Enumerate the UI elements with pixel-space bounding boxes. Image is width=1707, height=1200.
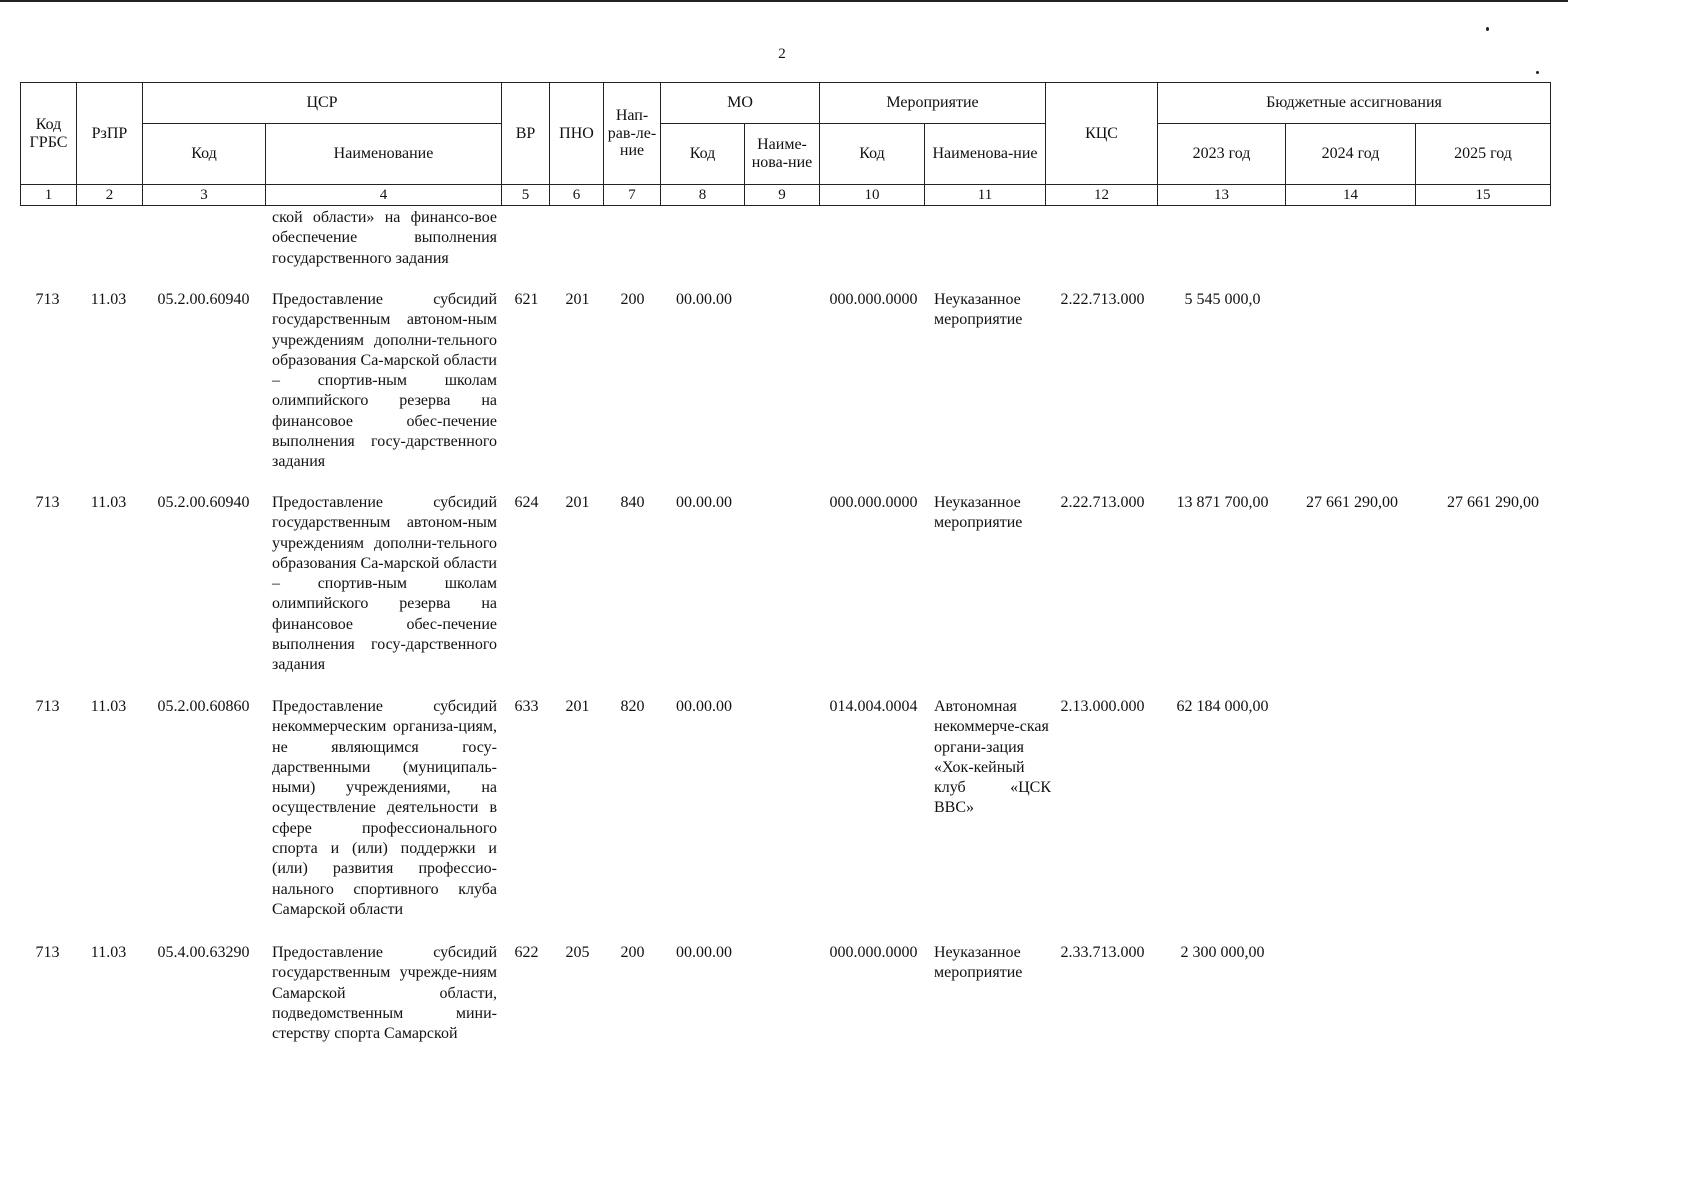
row-vr: 624 [514,494,539,511]
row-mo: 00.00.00 [676,494,732,511]
scan-speck [1536,71,1539,74]
row-mo: 00.00.00 [676,698,732,715]
row-name: Предоставление субсидий некоммерческим организа-циям, не являющимся госу-дарственными (муниципаль-ными) учреждениями, на осуществление деятельности в сфере профессионального спорта и (или) поддержки и (или) развития профессио-нального спортивного клуба Самарской области [272,698,497,918]
row-meropr-kod: 000.000.0000 [829,944,918,961]
row-vr: 621 [514,291,539,308]
header-csr: ЦСР [143,83,502,124]
header-meropr-kod: Код [820,124,925,185]
header-budget: Бюджетные ассигнования [1158,83,1551,124]
row-rzpr: 11.03 [90,944,127,961]
row-2024: 27 661 290,00 [1306,494,1398,511]
row-napr: 840 [620,494,645,511]
row-kcs: 2.13.000.000 [1060,698,1145,715]
row-2025: 27 661 290,00 [1447,494,1539,511]
col-num: 12 [1046,185,1158,206]
row-csr: 05.2.00.60940 [157,291,250,308]
col-num: 3 [143,185,266,206]
row-pno: 201 [565,494,590,511]
header-year-2024: 2024 год [1286,124,1416,185]
header-year-2023: 2023 год [1158,124,1286,185]
row-rzpr: 11.03 [90,494,127,511]
row-2023: 13 871 700,00 [1176,494,1269,511]
row-kcs: 2.33.713.000 [1060,944,1145,961]
header-rzpr: РзПР [77,83,143,185]
header-mo-kod: Код [661,124,745,185]
header-meropr-name: Наименова-ние [925,124,1046,185]
header-kcs: КЦС [1046,83,1158,185]
page-number: 2 [778,46,786,62]
col-num: 10 [820,185,925,206]
col-num: 1 [21,185,77,206]
page-top-edge [0,0,1568,2]
col-num: 4 [266,185,502,206]
row-pno: 205 [565,944,590,961]
row-grbs: 713 [35,944,60,961]
row-rzpr: 11.03 [90,291,127,308]
table-header [20,82,1551,206]
col-num: 9 [745,185,820,206]
header-year-2025: 2025 год [1416,124,1551,185]
header-napravlenie: Нап-рав-ле-ние [604,83,661,185]
header-csr-kod: Код [143,124,266,185]
row-2023: 5 545 000,0 [1184,291,1261,308]
col-num: 6 [550,185,604,206]
row-2023: 2 300 000,00 [1180,944,1265,961]
row-napr: 200 [620,944,645,961]
row-meropr-name: Неуказанное мероприятие [934,944,1023,982]
header-csr-name: Наименование [266,124,502,185]
header-pno: ПНО [550,83,604,185]
row-name: Предоставление субсидий государственным автоном-ным учреждениям дополни-тельного образования Са-марской области – спортив-ным школам олимпийского резерва на финансовое обес-печение выполнения госу-дарственного задания [272,291,497,471]
header-mo: МО [661,83,820,124]
row-grbs: 713 [35,698,60,715]
header-kod-grbs: Код ГРБС [21,83,77,185]
header-vr: ВР [502,83,550,185]
row-napr: 200 [620,291,645,308]
row-meropr-kod: 000.000.0000 [829,494,918,511]
row-rzpr: 11.03 [90,698,127,715]
row-grbs: 713 [35,291,60,308]
col-num: 13 [1158,185,1286,206]
row-pno: 201 [565,698,590,715]
header-meropriyatie: Мероприятие [820,83,1046,124]
row-meropr-name: Неуказанное мероприятие [934,291,1023,329]
col-num: 5 [502,185,550,206]
col-num: 2 [77,185,143,206]
row-napr: 820 [620,698,645,715]
col-num: 15 [1416,185,1551,206]
row-grbs: 713 [35,494,60,511]
row-mo: 00.00.00 [676,291,732,308]
col-num: 11 [925,185,1046,206]
row-name: Предоставление субсидий государственным автоном-ным учреждениям дополни-тельного образования Са-марской области – спортив-ным школам олимпийского резерва на финансовое обес-печение выполнения госу-дарственного задания [272,494,497,674]
row-meropr-name: Неуказанное мероприятие [934,494,1023,532]
scan-speck [1486,27,1489,31]
row-meropr-kod: 000.000.0000 [829,291,918,308]
row-2023: 62 184 000,00 [1176,698,1269,715]
row-kcs: 2.22.713.000 [1060,291,1145,308]
header-mo-name: Наиме-нова-ние [745,124,820,185]
row-meropr-name: Автономная некоммерче-ская органи-зация «Хок-кейный клуб «ЦСК ВВС» [934,698,1051,817]
row-meropr-kod: 014.004.0004 [829,698,918,715]
row-pno: 201 [565,291,590,308]
row-csr: 05.4.00.63290 [157,944,250,961]
row-mo: 00.00.00 [676,944,732,961]
row-kcs: 2.22.713.000 [1060,494,1145,511]
row-vr: 633 [514,698,539,715]
row-csr: 05.2.00.60940 [157,494,250,511]
row-csr: 05.2.00.60860 [157,698,250,715]
col-num: 7 [604,185,661,206]
row-vr: 622 [514,944,539,961]
col-num: 14 [1286,185,1416,206]
row-name: ской области» на финансо-вое обеспечение выполнения государственного задания [272,209,497,267]
row-name: Предоставление субсидий государственным учрежде-ниям Самарской области, подведомственным мини-стерству спорта Самарской [272,944,497,1043]
col-num: 8 [661,185,745,206]
